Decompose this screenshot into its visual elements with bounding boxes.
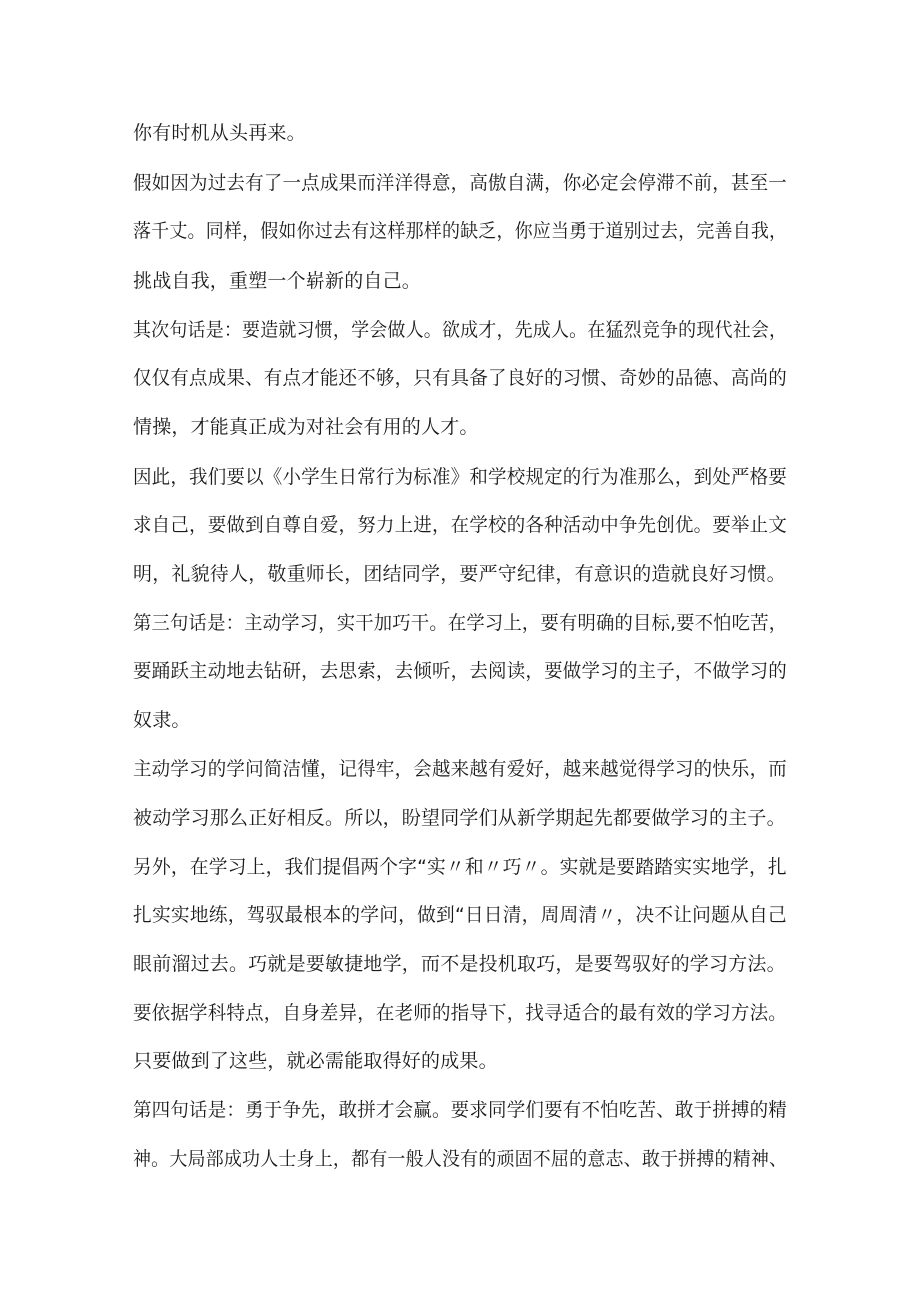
text-line-20: 只要做到了这些，就必需能取得好的成果。 [133, 1050, 498, 1072]
text-line-9: 求自己，要做到自尊自爱，努力上进，在学校的各种活动中争先创优。要举止文 [133, 514, 788, 536]
text-line-14: 主动学习的学问简洁懂，记得牢，会越来越有爱好，越来越觉得学习的快乐，而 [133, 758, 788, 780]
text-line-18: 眼前溜过去。巧就是要敏捷地学，而不是投机取巧，是要驾驭好的学习方法。 [133, 953, 786, 975]
text-line-19: 要依据学科特点，自身差异，在老师的指导下，找寻适合的最有效的学习方法。 [133, 1002, 788, 1024]
text-line-8: 因此，我们要以《小学生日常行为标准》和学校规定的行为准那么，到处严格要 [133, 466, 788, 488]
text-line-1: 你有时机从头再来。 [133, 122, 306, 144]
text-line-2: 假如因为过去有了一点成果而洋洋得意，高傲自满，你必定会停滞不前，甚至一 [133, 172, 788, 194]
text-line-7: 情操，才能真正成为对社会有用的人才。 [133, 416, 479, 438]
text-line-21: 第四句话是：勇于争先，敢拼才会赢。要求同学们要有不怕吃苦、敢于拼搏的精 [133, 1099, 788, 1121]
text-line-16: 另外，在学习上，我们提倡两个字“实〃和〃巧〃。实就是要踏踏实实地学，扎 [133, 856, 787, 878]
text-line-6: 仅仅有点成果、有点才能还不够，只有具备了良好的习惯、奇妙的品德、高尚的 [133, 367, 788, 389]
text-line-5: 其次句话是：要造就习惯，学会做人。欲成才，先成人。在猛烈竞争的现代社会， [133, 319, 788, 341]
text-line-22: 神。大局部成功人士身上，都有一般人没有的顽固不屈的意志、敢于拼搏的精神、 [133, 1148, 788, 1170]
text-line-4: 挑战自我，重塑一个崭新的自己。 [133, 270, 422, 292]
text-line-10: 明，礼貌待人，敬重师长，团结同学，要严守纪律，有意识的造就良好习惯。 [133, 563, 786, 585]
text-line-12: 要踊跃主动地去钻研，去思索，去倾听，去阅读，要做学习的主子，不做学习的 [133, 660, 788, 682]
text-line-17: 扎实实地练，驾驭最根本的学问，做到“日日清，周周清〃，决不让问题从自己 [133, 904, 787, 926]
text-line-3: 落千丈。同样，假如你过去有这样那样的缺乏，你应当勇于道别过去，完善自我， [133, 220, 788, 242]
text-line-13: 奴隶。 [133, 709, 191, 731]
text-line-15: 被动学习那么正好相反。所以，盼望同学们从新学期起先都要做学习的主子。 [133, 807, 786, 829]
text-line-11: 第三句话是：主动学习，实干加巧干。在学习上，要有明确的目标,要不怕吃苦， [133, 612, 788, 634]
